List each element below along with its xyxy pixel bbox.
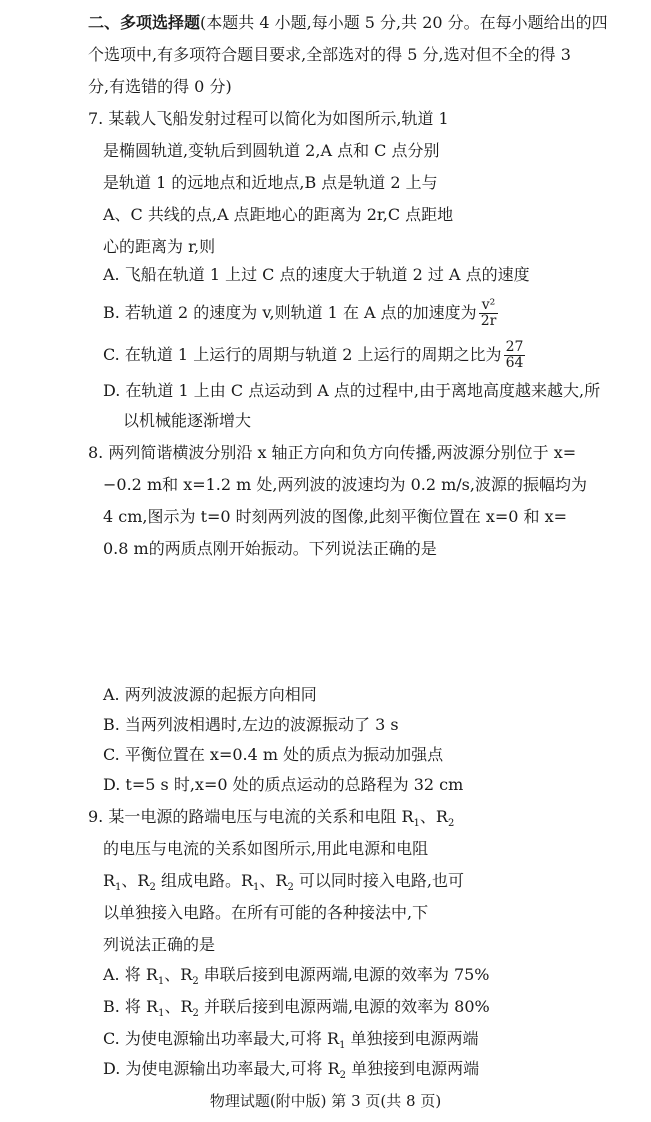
- q7-option-a: A. 飞船在轨道 1 上过 C 点的速度大于轨道 2 过 A 点的速度: [103, 265, 530, 284]
- q9-stem-2: 的电压与电流的关系如图所示,用此电源和电阻: [103, 839, 429, 858]
- q9-stem-3-sub4: 2: [287, 882, 294, 894]
- section-instructions-2: 个选项中,有多项符合题目要求,全部选对的得 5 分,选对但不全的得 3: [88, 45, 571, 64]
- q9-option-b-text2: 、R: [164, 997, 193, 1016]
- q9-option-a-sub2: 2: [192, 976, 199, 988]
- q9-stem-3: [103, 870, 464, 899]
- q9-option-a-sub1: 1: [157, 976, 165, 988]
- q9-option-c-sub1: 1: [339, 1040, 346, 1052]
- q9-stem-3-sub1: 1: [115, 882, 122, 894]
- q7-stem-3: 是轨道 1 的远地点和近地点,B 点是轨道 2 上与: [103, 173, 438, 192]
- q9-stem-3-sub2: 2: [149, 882, 156, 894]
- q9-stem-1-sub1: 1: [413, 818, 420, 830]
- q7-option-d-2: 以机械能逐渐增大: [123, 411, 252, 430]
- q7-option-c-denominator: 64: [505, 355, 524, 371]
- q9-option-a-text2: 、R: [164, 965, 193, 984]
- q7-stem-2: 是椭圆轨道,变轨后到圆轨道 2,A 点和 C 点分别: [103, 141, 440, 160]
- q8-stem-3: 4 cm,图示为 t=0 时刻两列波的图像,此刻平衡位置在 x=0 和 x=: [103, 507, 568, 526]
- q9-option-a-text3: 串联后接到电源两端,电源的效率为 75%: [198, 965, 490, 984]
- section-title: 二、多项选择题: [88, 13, 201, 32]
- q9-option-d-text1: D. 为使电源输出功率最大,可将 R: [103, 1059, 340, 1078]
- q7-option-c: [103, 338, 525, 372]
- q8-stem-1: 8. 两列简谐横波分别沿 x 轴正方向和负方向传播,两波源分别位于 x=: [88, 443, 577, 462]
- page-footer: 物理试题(附中版) 第 3 页(共 8 页): [209, 1092, 442, 1110]
- q8-stem-2: −0.2 m和 x=1.2 m 处,两列波的波速均为 0.2 m/s,波源的振幅均为: [103, 475, 587, 494]
- q7-option-c-fraction: [504, 340, 526, 371]
- q7-stem-5: 心的距离为 r,则: [103, 237, 216, 256]
- q7-option-b-denominator: 2r: [480, 313, 497, 329]
- q7-stem-4: A、C 共线的点,A 点距地心的距离为 2r,C 点距地: [103, 205, 454, 224]
- q9-stem-3-d: 、R: [259, 871, 288, 890]
- q9-option-b-sub2: 2: [192, 1008, 199, 1020]
- q9-option-b-text3: 并联后接到电源两端,电源的效率为 80%: [198, 997, 490, 1016]
- q9-stem-1-text: 9. 某一电源的路端电压与电流的关系和电阻 R: [88, 807, 414, 826]
- q7-option-c-text: C. 在轨道 1 上运行的周期与轨道 2 上运行的周期之比为: [103, 345, 502, 364]
- section-header: [88, 12, 608, 34]
- q9-option-c-text1: C. 为使电源输出功率最大,可将 R: [103, 1029, 340, 1048]
- q9-stem-1-sub2: 2: [447, 818, 455, 830]
- q7-option-b-text: B. 若轨道 2 的速度为 v,则轨道 1 在 A 点的加速度为: [103, 303, 477, 322]
- q9-stem-3-b: 、R: [121, 871, 150, 890]
- q7-stem-1: 7. 某载人飞船发射过程可以简化为如图所示,轨道 1: [88, 109, 449, 128]
- q9-stem-3-e: 可以同时接入电路,也可: [293, 871, 464, 890]
- q8-stem-4: 0.8 m的两质点刚开始振动。下列说法正确的是: [103, 539, 437, 558]
- q9-option-a-text1: A. 将 R: [103, 965, 158, 984]
- section-instructions-3: 分,有选错的得 0 分): [88, 77, 232, 96]
- q9-stem-1-text-b: 、R: [419, 807, 448, 826]
- q9-stem-1: [88, 806, 454, 835]
- q9-stem-4: 以单独接入电路。在所有可能的各种接法中,下: [103, 903, 429, 922]
- q8-option-b: B. 当两列波相遇时,左边的波源振动了 3 s: [103, 715, 399, 734]
- q9-option-c-text2: 单独接到电源两端: [345, 1029, 479, 1048]
- q7-option-b-numerator: v²: [479, 298, 499, 314]
- q8-option-a: A. 两列波波源的起振方向相同: [103, 685, 317, 704]
- q9-option-b: [103, 996, 490, 1025]
- q9-stem-3-a: R: [103, 871, 116, 890]
- q9-stem-5: 列说法正确的是: [103, 935, 216, 954]
- q7-option-d-1: D. 在轨道 1 上由 C 点运动到 A 点的过程中,由于离地高度越来越大,所: [103, 381, 601, 400]
- section-instructions-1: (本题共 4 小题,每小题 5 分,共 20 分。在每小题给出的四: [200, 13, 608, 32]
- q9-option-c: [103, 1028, 479, 1057]
- q8-option-d: D. t=5 s 时,x=0 处的质点运动的总路程为 32 cm: [103, 775, 464, 794]
- q7-option-b: [103, 296, 498, 330]
- q9-stem-3-c: 组成电路。R: [155, 871, 253, 890]
- q9-option-a: [103, 964, 490, 993]
- q9-option-b-text1: B. 将 R: [103, 997, 159, 1016]
- q7-option-c-numerator: 27: [505, 339, 524, 355]
- q8-option-c: C. 平衡位置在 x=0.4 m 处的质点为振动加强点: [103, 745, 444, 764]
- q9-option-d-text2: 单独接到电源两端: [346, 1059, 480, 1078]
- q9-option-d-sub2: 2: [339, 1070, 347, 1082]
- q7-option-b-fraction: [479, 298, 499, 329]
- q9-stem-3-sub3: 1: [253, 882, 260, 894]
- q9-option-b-sub1: 1: [158, 1008, 165, 1020]
- q9-option-d: [103, 1058, 479, 1087]
